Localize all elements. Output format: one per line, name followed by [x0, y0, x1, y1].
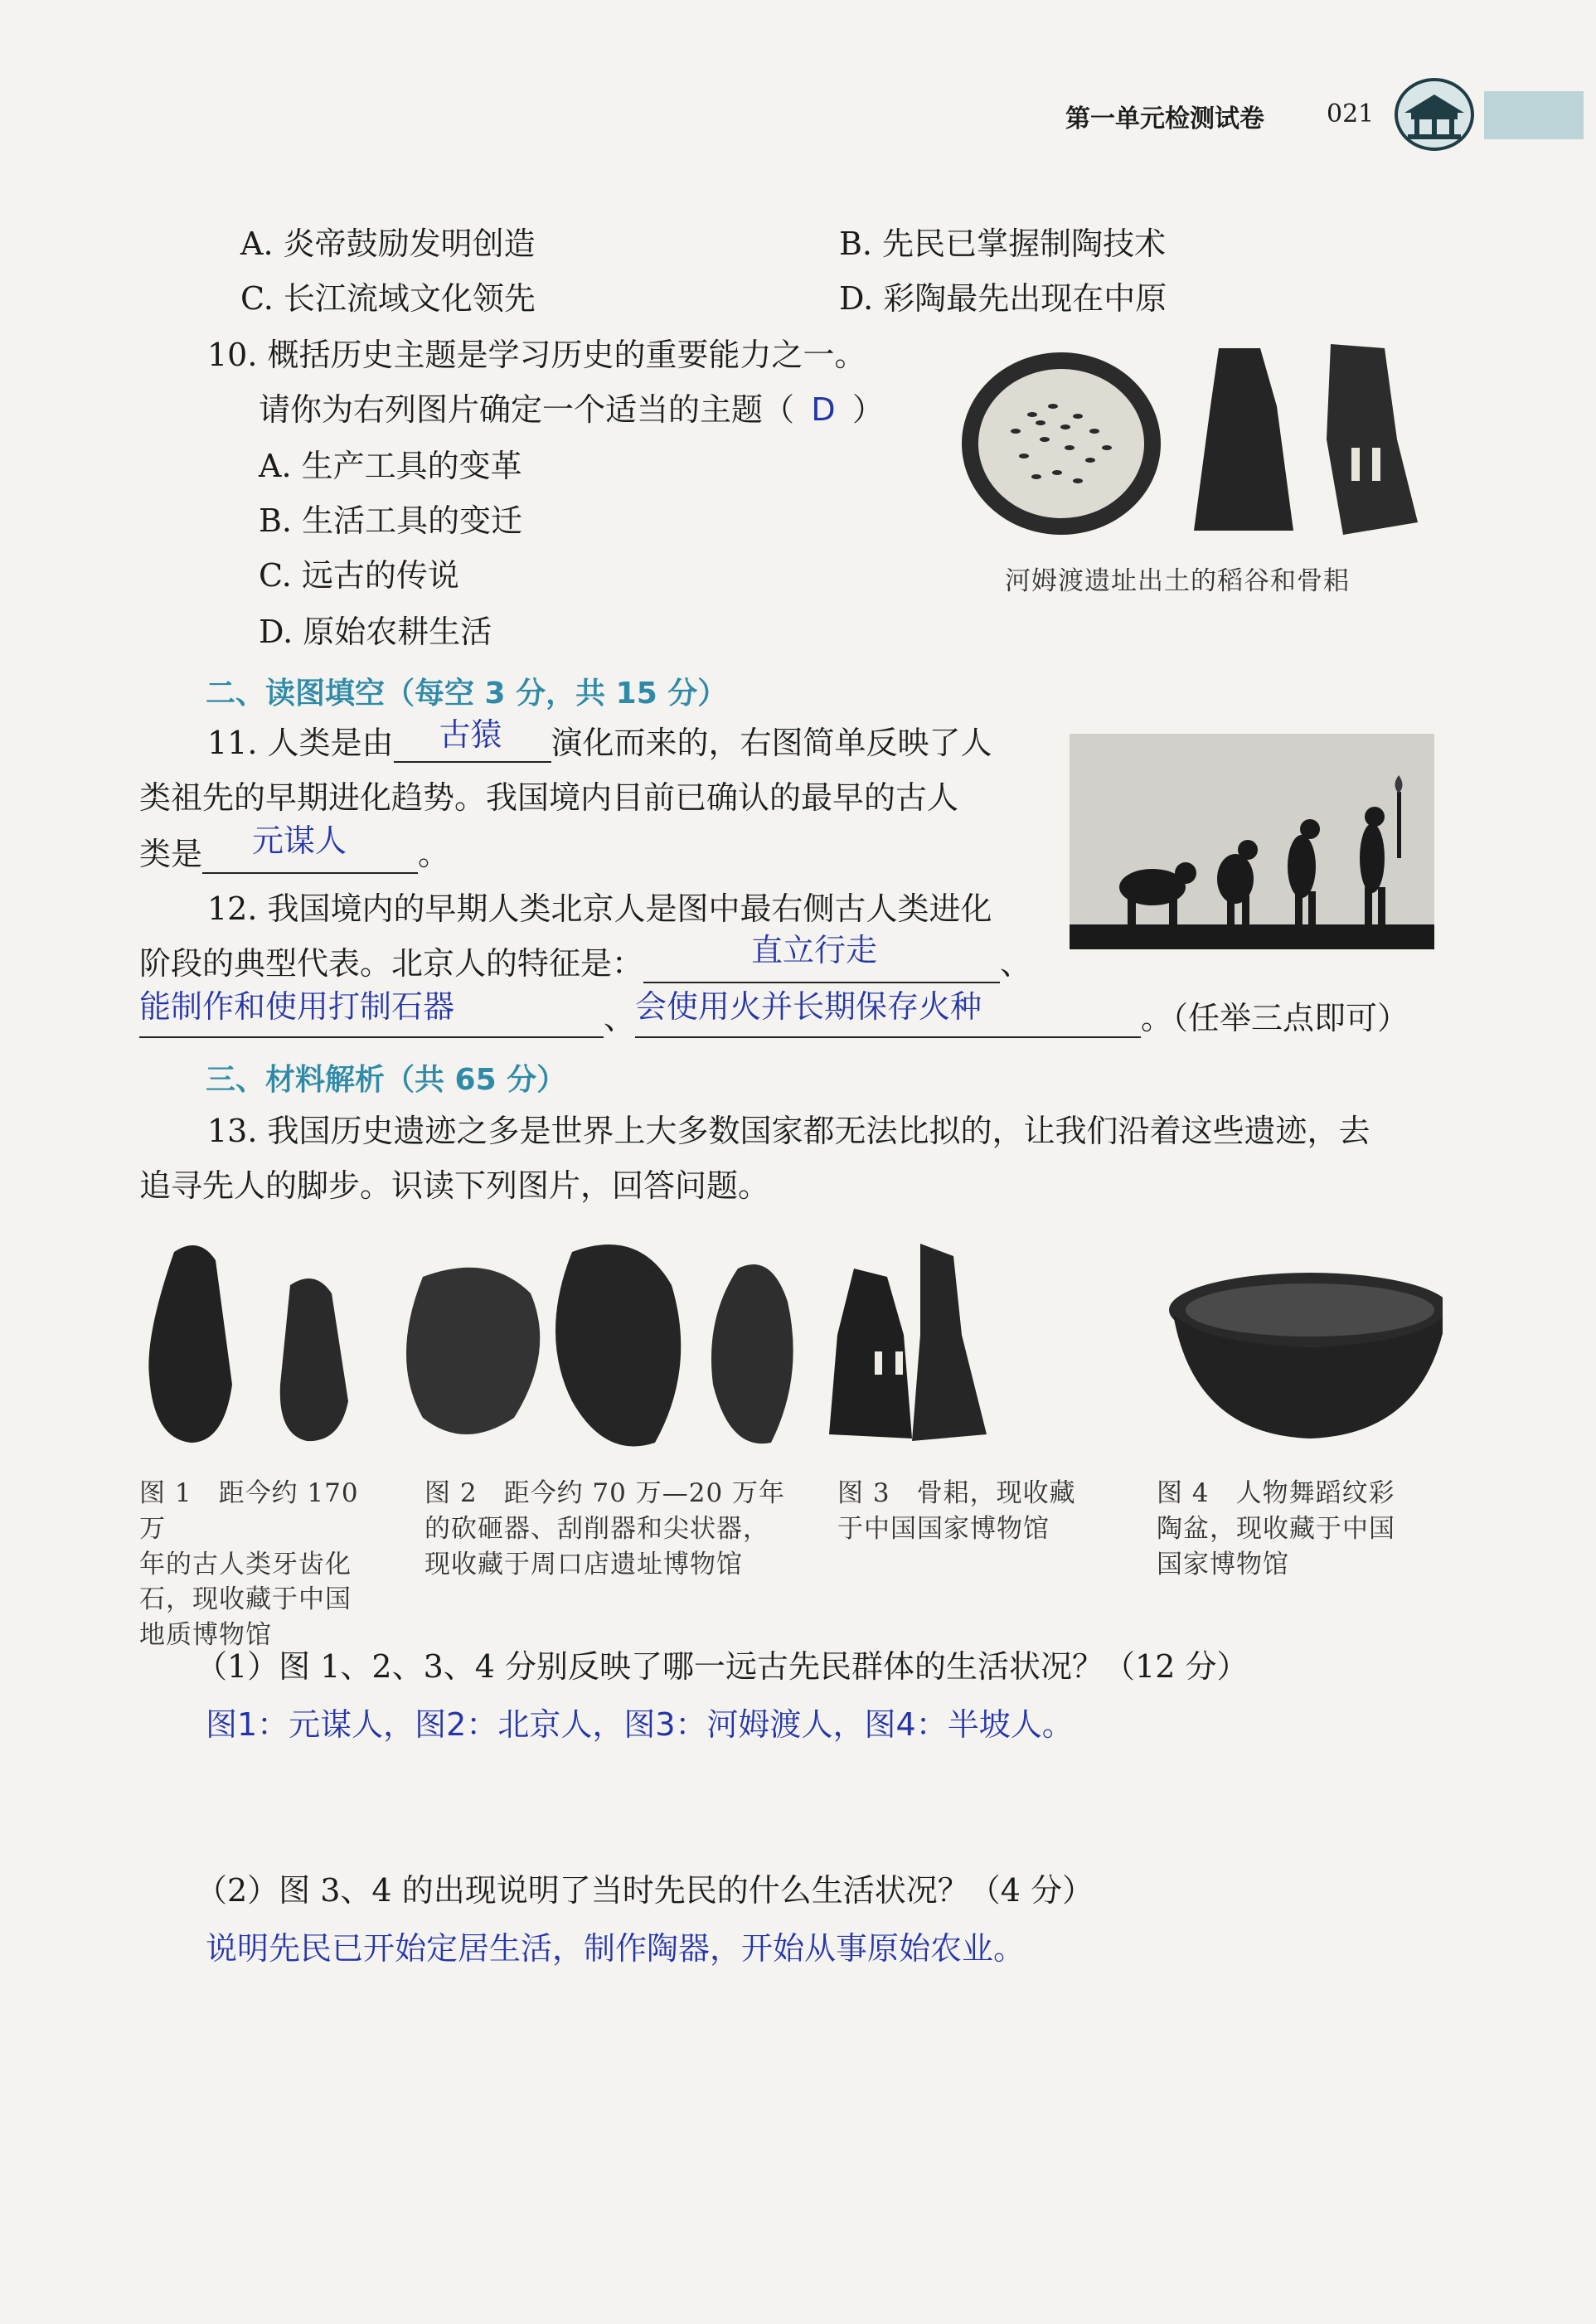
fossil-teeth-image — [148, 1245, 348, 1443]
q9-option-a: A. 炎帝鼓励发明创造 — [240, 226, 536, 262]
q12-line3 — [139, 987, 1409, 1038]
q11-line2: 类祖先的早期进化趋势。我国境内目前已确认的最早的古人 — [139, 779, 959, 816]
figure4-caption-line: 国家博物馆 — [1157, 1549, 1289, 1579]
q10-figure-caption: 河姆渡遗址出土的稻谷和骨耜 — [1005, 566, 1350, 596]
q12-answer2: 能制作和使用打制石器 — [139, 987, 455, 1025]
section3-title: 三、材料解析（共 65 分） — [206, 1063, 567, 1097]
q10-answer: D — [811, 391, 836, 428]
q12-blank3 — [635, 987, 1141, 1038]
q11-line3-prefix: 类是 — [139, 836, 203, 872]
figure1-caption-line: 图 1 距今约 170 万 — [139, 1478, 359, 1544]
q11-answer1: 古猿 — [439, 716, 502, 753]
q12-line2 — [139, 931, 1032, 983]
figure2-caption-line: 现收藏于周口店遗址博物馆 — [424, 1549, 743, 1579]
q13-line2: 追寻先人的脚步。识读下列图片，回答问题。 — [139, 1167, 770, 1204]
q12-tail: 。（任举三点即可） — [1141, 1000, 1409, 1036]
q13-sub1-question: （1）图 1、2、3、4 分别反映了哪一远古先民群体的生活状况？（12 分） — [196, 1648, 1249, 1685]
q12-separator1: 、 — [1000, 945, 1032, 982]
q11-prefix: 11. 人类是由 — [207, 725, 394, 761]
painted-pottery-basin-image — [1169, 1273, 1443, 1439]
figure2-caption-line: 的砍砸器、刮削器和尖状器， — [424, 1513, 769, 1544]
q11-middle: 演化而来的，右图简单反映了人 — [551, 725, 992, 761]
q10-stem-prefix: 请你为右列图片确定一个适当的主题（ — [259, 391, 795, 428]
q12-answer3: 会使用火并长期保存火种 — [635, 987, 982, 1025]
bone-spade-image — [829, 1244, 987, 1441]
figure1-caption-line: 地质博物馆 — [139, 1620, 272, 1651]
q10-stem-line1: 10. 概括历史主题是学习历史的重要能力之一。 — [207, 337, 866, 373]
q10-option-b: B. 生活工具的变迁 — [259, 502, 523, 539]
q13-figures-row — [141, 1235, 1443, 1459]
pavilion-icon — [1393, 76, 1476, 153]
q10-option-a: A. 生产工具的变革 — [259, 448, 522, 484]
figure2-caption-line: 图 2 距今约 70 万—20 万年 — [424, 1478, 786, 1508]
q10-option-c: C. 远古的传说 — [259, 557, 459, 594]
q13-line1: 13. 我国历史遗迹之多是世界上大多数国家都无法比拟的，让我们沿着这些遗迹，去 — [207, 1113, 1370, 1149]
q12-blank1 — [643, 931, 1000, 983]
q12-answer1: 直立行走 — [751, 931, 878, 968]
q11-line3 — [139, 822, 450, 874]
q12-blank2 — [139, 987, 604, 1038]
human-evolution-image — [1070, 734, 1434, 949]
figure1-caption-line: 石，现收藏于中国 — [139, 1584, 352, 1615]
section2-title: 二、读图填空（每空 3 分，共 15 分） — [206, 677, 728, 711]
q12-line2-prefix: 阶段的典型代表。北京人的特征是： — [139, 945, 644, 982]
q13-sub2-question: （2）图 3、4 的出现说明了当时先民的什么生活状况？（4 分） — [196, 1872, 1094, 1909]
page-number: 021 — [1327, 99, 1375, 129]
figure3-caption — [837, 1476, 1136, 1547]
q9-option-b: B. 先民已掌握制陶技术 — [839, 226, 1167, 262]
figure4-caption-line: 陶盆，现收藏于中国 — [1157, 1513, 1395, 1544]
q9-option-c: C. 长江流域文化领先 — [240, 280, 536, 317]
q11-blank2 — [202, 822, 418, 874]
q9-option-d: D. 彩陶最先出现在中原 — [839, 280, 1167, 317]
header-band — [1484, 91, 1584, 139]
figure4-caption — [1157, 1476, 1455, 1582]
q12-line1: 12. 我国境内的早期人类北京人是图中最右侧古人类进化 — [207, 890, 992, 927]
q11-answer2: 元谋人 — [252, 822, 347, 859]
figure1-caption-line: 年的古人类牙齿化 — [139, 1549, 352, 1579]
q11-blank1 — [394, 716, 551, 763]
q11-line1 — [207, 716, 992, 763]
q10-stem-line2 — [259, 391, 884, 429]
stone-tools-image — [406, 1244, 793, 1446]
figure1-caption — [139, 1476, 388, 1653]
rice-and-bone-spade-image — [953, 340, 1451, 547]
figure4-caption-line: 图 4 人物舞蹈纹彩 — [1157, 1478, 1395, 1508]
q12-separator2: 、 — [604, 1000, 636, 1036]
header-title: 第一单元检测试卷 — [1065, 104, 1264, 133]
q13-sub1-answer: 图1：元谋人，图2：北京人，图3：河姆渡人，图4：半坡人。 — [206, 1706, 1074, 1743]
q11-line3-suffix: 。 — [418, 836, 450, 872]
q13-sub2-answer: 说明先民已开始定居生活，制作陶器，开始从事原始农业。 — [206, 1930, 1026, 1967]
figure3-caption-line: 于中国国家博物馆 — [837, 1513, 1050, 1544]
q10-option-d: D. 原始农耕生活 — [259, 614, 492, 650]
q10-stem-suffix: ） — [852, 391, 885, 428]
figure2-caption — [424, 1476, 814, 1582]
figure3-caption-line: 图 3 骨耜，现收藏 — [837, 1478, 1076, 1508]
